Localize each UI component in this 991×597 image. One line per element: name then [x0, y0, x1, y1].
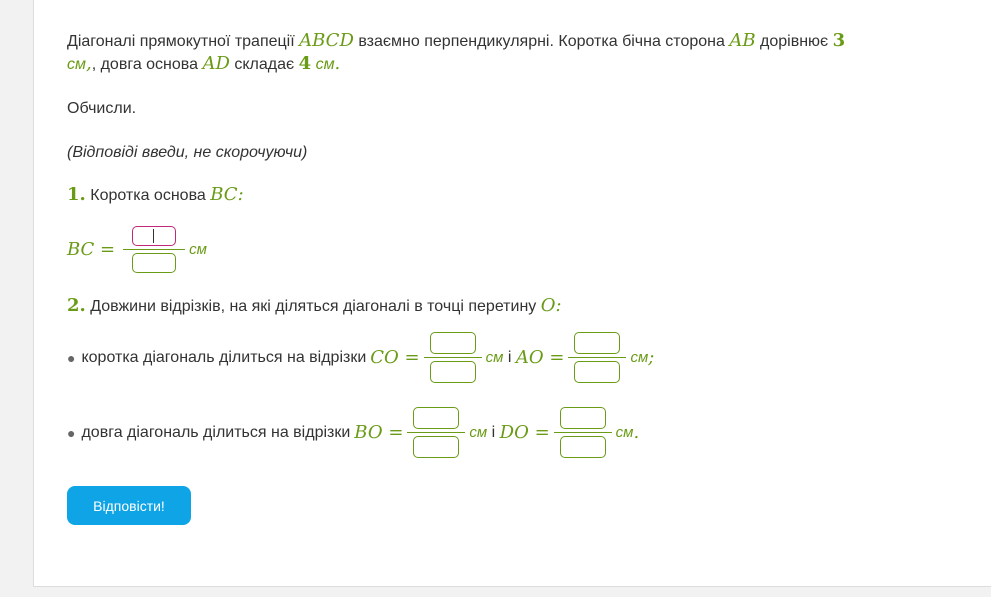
problem-text: складає [229, 56, 299, 73]
co-fraction [424, 332, 482, 383]
fraction-bar [424, 357, 482, 358]
bc-denominator-input[interactable] [132, 253, 176, 273]
colon: : [237, 184, 244, 205]
ao-denominator-input[interactable] [574, 361, 620, 383]
do-denominator-input[interactable] [560, 436, 606, 458]
exercise-panel [33, 0, 991, 587]
submit-button[interactable]: Відповісти! [67, 486, 191, 525]
fraction-bar [568, 357, 626, 358]
bo-denominator-input[interactable] [413, 436, 459, 458]
ao-numerator-input[interactable] [574, 332, 620, 354]
and-text: і [503, 348, 516, 366]
do-fraction [554, 407, 612, 458]
unit-cm: см [315, 56, 335, 73]
fraction-bar [554, 432, 612, 433]
bc-fraction [123, 226, 185, 273]
bo-numerator-input[interactable] [413, 407, 459, 429]
exercise-content [67, 30, 947, 458]
ao-lhs: AO = [515, 347, 565, 368]
bc-unit: см [189, 241, 207, 258]
problem-text: взаємно перпендикулярні. Коротка бічна сторона [353, 33, 730, 50]
do-unit: см [615, 424, 634, 441]
short-diagonal-row [67, 332, 947, 383]
problem-statement [67, 30, 947, 76]
and-text: і [487, 423, 500, 441]
bullet-icon: ● [67, 424, 76, 441]
period: . [334, 53, 341, 74]
compute-instruction: Обчисли. [67, 100, 137, 117]
bc-lhs: BC = [67, 239, 116, 260]
do-lhs: DO = [499, 422, 550, 443]
problem-text: Діагоналі прямокутної трапеції [67, 33, 300, 50]
math-abcd: ABCD [299, 30, 354, 51]
co-lhs: CO = [370, 347, 420, 368]
question-2-number: 2. [67, 295, 86, 316]
bc-numerator-input[interactable] [132, 226, 176, 246]
bullet-icon: ● [67, 349, 76, 366]
question-1-number: 1. [67, 184, 86, 205]
question-1-text: Коротка основа [85, 187, 211, 204]
question-2-text: Довжини відрізків, на які діляться діагоналі в точці перетину [85, 298, 541, 315]
short-diagonal-text: коротка діагональ ділиться на відрізки [81, 348, 367, 366]
fraction-bar [123, 249, 185, 250]
long-diagonal-row [67, 407, 947, 458]
text-caret [153, 229, 154, 243]
question-2 [67, 295, 947, 318]
math-bc: BC [210, 184, 238, 205]
colon: : [555, 295, 562, 316]
co-unit: см [485, 349, 504, 366]
co-numerator-input[interactable] [430, 332, 476, 354]
bo-fraction [407, 407, 465, 458]
math-ab: AB [729, 30, 756, 51]
ao-fraction [568, 332, 626, 383]
bc-answer-row [67, 226, 947, 273]
ad-value: 4 [298, 53, 312, 74]
comma: , [85, 53, 92, 74]
ab-value: 3 [832, 30, 846, 51]
unit-cm: см [67, 56, 86, 73]
math-ad: AD [202, 53, 230, 74]
problem-text: , довга основа [91, 56, 203, 73]
bo-unit: см [469, 424, 488, 441]
problem-text: дорівнює [755, 33, 833, 50]
fraction-bar [407, 432, 465, 433]
question-1 [67, 184, 947, 207]
math-o: O [540, 295, 556, 316]
do-numerator-input[interactable] [560, 407, 606, 429]
period: . [633, 422, 640, 443]
long-diagonal-text: довга діагональ ділиться на відрізки [81, 423, 351, 441]
ao-unit: см [630, 349, 649, 366]
co-denominator-input[interactable] [430, 361, 476, 383]
hint-text: (Відповіді введи, не скорочуючи) [67, 144, 308, 161]
semicolon: ; [648, 347, 655, 368]
bo-lhs: BO = [354, 422, 404, 443]
